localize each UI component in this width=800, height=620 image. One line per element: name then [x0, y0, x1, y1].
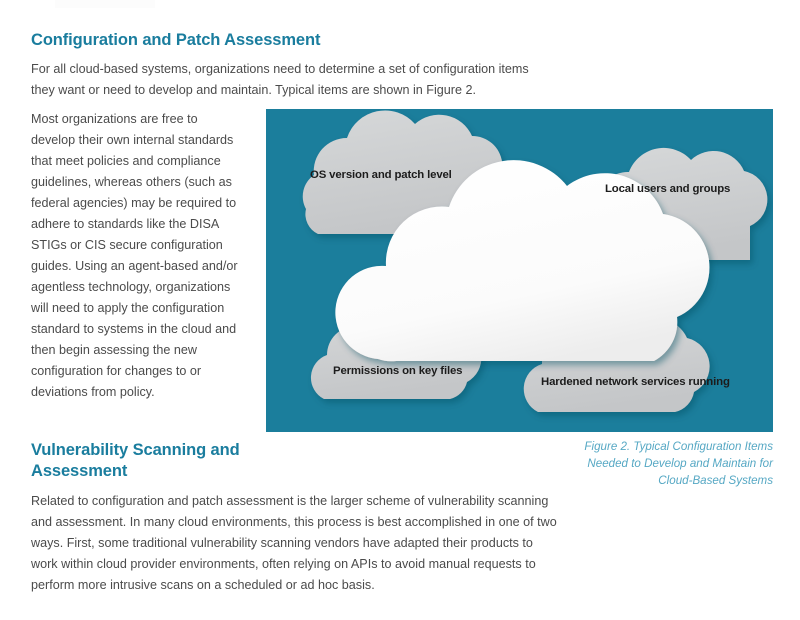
figure-2-cloud-diagram	[266, 109, 773, 432]
vulnerability-paragraph: Related to configuration and patch assessment is the larger scheme of vulnerability scanning and assessment. In many cloud environments, this process is best accomplished in one of two ways. First, some traditional vulnerability scanning vendors have adapted their products to work within cloud provider environments, often relying on APIs to avoid manual requests to perform more intrusive scans on a scheduled or ad hoc basis.	[31, 494, 557, 592]
cloud-label-users: Local users and groups	[605, 183, 731, 195]
page-title: Configuration and Patch Assessment	[31, 31, 321, 49]
figure-caption	[500, 438, 773, 489]
section-heading-vulnerability: Vulnerability Scanning and Assessment	[31, 441, 240, 480]
figure-caption-line-2: Needed to Develop and Maintain for	[587, 457, 773, 470]
page-top-artifact	[55, 0, 155, 8]
cloud-label-network: Hardened network services running	[541, 376, 730, 388]
left-column-paragraph: Most organizations are free to develop their own internal standards that meet policies and compliance guidelines, whereas others (such as federal agencies) may be required to adhere to standards like the DISA STIGs or CIS secure configuration guides. Using an agent-based and/or agentless technology, organizations will need to apply the configuration standard to systems in the cloud and then begin assessing the new configuration for changes to or deviations from policy.	[31, 112, 238, 399]
figure-caption-line-3: Cloud-Based Systems	[658, 474, 773, 487]
figure-caption-line-1: Figure 2. Typical Configuration Items	[584, 440, 773, 453]
intro-paragraph: For all cloud-based systems, organizations need to determine a set of configuration items they want or need to develop and maintain. Typical items are shown in Figure 2.	[31, 62, 529, 97]
cloud-label-permissions: Permissions on key files	[333, 365, 463, 377]
cloud-label-os: OS version and patch level	[310, 169, 452, 181]
